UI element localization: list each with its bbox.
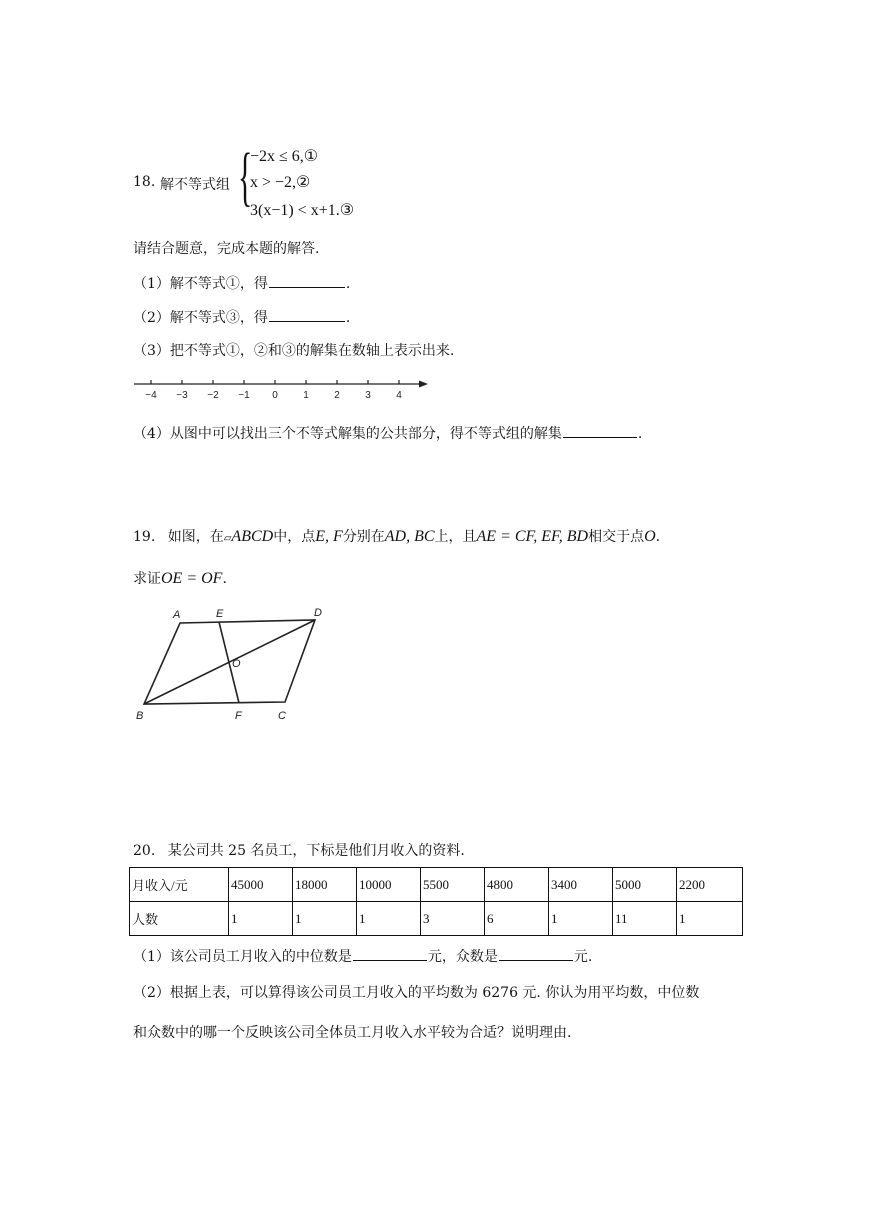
table-cell: 11 bbox=[613, 902, 677, 936]
answer-blank[interactable] bbox=[269, 306, 345, 322]
part-4 bbox=[133, 422, 642, 443]
text-fragment: 中，点 bbox=[273, 529, 316, 545]
parallelogram-symbol: ▱ bbox=[223, 533, 232, 544]
label-e: E bbox=[216, 608, 224, 620]
math-abcd: ABCD bbox=[231, 528, 274, 545]
math-proof-goal: OE = OF bbox=[161, 570, 223, 587]
question-number: 20. bbox=[133, 843, 156, 859]
text-fragment: 求证 bbox=[133, 571, 161, 587]
label-c: C bbox=[278, 710, 286, 722]
text-fragment: 元，众数是 bbox=[427, 949, 498, 965]
text-fragment: 分别在 bbox=[342, 529, 385, 545]
table-cell: 4800 bbox=[485, 868, 549, 902]
table-cell: 1 bbox=[229, 902, 293, 936]
parallelogram-figure bbox=[128, 600, 343, 728]
table-cell: 10000 bbox=[357, 868, 421, 902]
income-table bbox=[129, 867, 743, 936]
part-3: （3）把不等式①，②和③的解集在数轴上表示出来. bbox=[133, 343, 455, 359]
table-cell: 5000 bbox=[613, 868, 677, 902]
label-a: A bbox=[173, 609, 181, 621]
number-line bbox=[130, 374, 435, 404]
inequality-1: −2x ≤ 6,① bbox=[250, 148, 319, 165]
number-line-tick-label: −4 bbox=[145, 390, 157, 401]
q20-part-2-line-1: （2）根据上表，可以算得该公司员工月收入的平均数为 6276 元. 你认为用平均数，中位数 bbox=[133, 985, 700, 1001]
question-number: 18. bbox=[133, 174, 156, 190]
q20-part-1 bbox=[133, 945, 592, 966]
table-cell: 3400 bbox=[549, 868, 613, 902]
question-number: 19. bbox=[133, 529, 156, 545]
label-b: B bbox=[136, 710, 144, 722]
table-cell: 6 bbox=[485, 902, 549, 936]
text-fragment: （1）该公司员工月收入的中位数是 bbox=[133, 949, 352, 965]
text-fragment: . bbox=[222, 571, 227, 587]
math-condition: AE = CF, EF, BD bbox=[476, 528, 589, 545]
answer-blank[interactable] bbox=[269, 272, 345, 288]
table-cell: 45000 bbox=[229, 868, 293, 902]
count-row bbox=[130, 902, 743, 936]
table-cell: 2200 bbox=[677, 868, 743, 902]
inequality-2: x > −2,② bbox=[250, 174, 311, 191]
number-line-tick-label: 2 bbox=[334, 390, 340, 401]
table-cell: 1 bbox=[293, 902, 357, 936]
question-20-stem bbox=[133, 840, 465, 860]
mode-blank[interactable] bbox=[499, 945, 573, 961]
income-row bbox=[130, 868, 743, 902]
table-cell: 1 bbox=[549, 902, 613, 936]
number-line-tick-label: −2 bbox=[207, 390, 219, 401]
number-line-tick-label: 1 bbox=[303, 390, 309, 401]
math-ef: E, F bbox=[315, 528, 343, 545]
part-1 bbox=[133, 272, 350, 293]
table-row-header: 月收入/元 bbox=[130, 868, 229, 902]
question-stem: 解不等式组 bbox=[160, 177, 230, 193]
math-o: O bbox=[644, 528, 656, 545]
number-line-arrow bbox=[419, 381, 428, 388]
question-19-line-2 bbox=[133, 568, 227, 588]
text-fragment: . bbox=[655, 529, 661, 545]
text-fragment: 如图，在 bbox=[167, 529, 224, 545]
number-line-tick-label: −1 bbox=[238, 390, 250, 401]
table-cell: 1 bbox=[357, 902, 421, 936]
number-line-tick-label: 0 bbox=[272, 390, 278, 401]
table-row-header: 人数 bbox=[130, 902, 229, 936]
answer-blank[interactable] bbox=[563, 422, 637, 438]
math-ad-bc: AD, BC bbox=[384, 528, 435, 545]
question-19-line-1 bbox=[133, 526, 660, 546]
text-fragment: 元. bbox=[573, 949, 593, 965]
period: . bbox=[345, 310, 351, 326]
period: . bbox=[345, 276, 351, 292]
part-2-text: （2）解不等式③，得 bbox=[133, 310, 268, 326]
table-cell: 18000 bbox=[293, 868, 357, 902]
label-d: D bbox=[314, 607, 322, 619]
label-o: O bbox=[232, 658, 241, 670]
part-2 bbox=[133, 306, 350, 327]
median-blank[interactable] bbox=[353, 945, 427, 961]
number-line-ticks bbox=[145, 380, 402, 401]
question-stem: 某公司共 25 名员工，下标是他们月收入的资料. bbox=[167, 843, 465, 859]
label-f: F bbox=[235, 710, 242, 722]
table-cell: 3 bbox=[421, 902, 485, 936]
number-line-tick-label: 3 bbox=[365, 390, 371, 401]
period: . bbox=[637, 426, 643, 442]
number-line-tick-label: −3 bbox=[176, 390, 188, 401]
part-1-text: （1）解不等式①，得 bbox=[133, 276, 268, 292]
table-cell: 1 bbox=[677, 902, 743, 936]
inequality-3: 3(x−1) < x+1.③ bbox=[250, 202, 355, 219]
part-4-text: （4）从图中可以找出三个不等式解集的公共部分，得不等式组的解集 bbox=[133, 426, 562, 442]
number-line-tick-label: 4 bbox=[396, 390, 402, 401]
system-brace: { bbox=[238, 140, 253, 213]
instruction: 请结合题意，完成本题的解答. bbox=[133, 241, 320, 257]
q20-part-2-line-2: 和众数中的哪一个反映该公司全体员工月收入水平较为合适？说明理由. bbox=[133, 1025, 572, 1041]
text-fragment: 上，且 bbox=[434, 529, 477, 545]
text-fragment: 相交于点 bbox=[588, 529, 645, 545]
table-cell: 5500 bbox=[421, 868, 485, 902]
